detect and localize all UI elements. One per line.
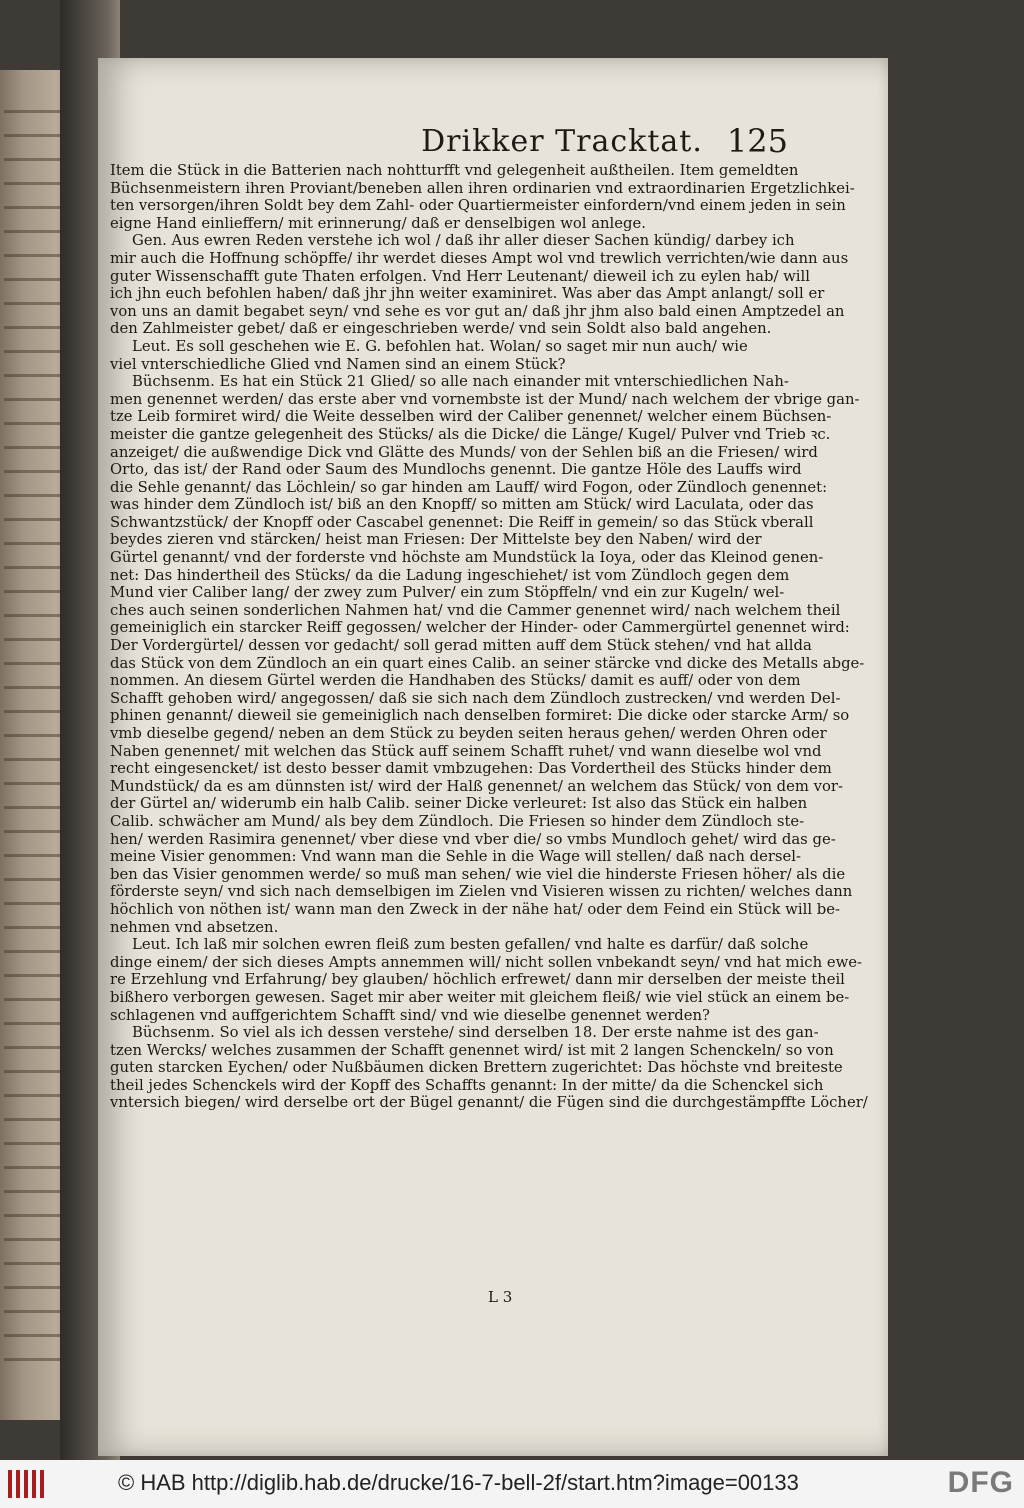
text-line: der Gürtel an/ widerumb ein halb Calib. seiner Dicke verleuret: Ist also das Stück ein halben: [110, 795, 808, 813]
text-line: ben das Visier genommen werde/ so muß man sehen/ wie viel die hinderste Friesen höher/ als die: [110, 865, 846, 883]
copyright-url-text[interactable]: © HAB http://diglib.hab.de/drucke/16-7-bell-2f/start.htm?image=00133: [118, 1470, 799, 1495]
text-line: Item die Stück in die Batterien nach nohtturfft vnd gelegenheit außtheilen. Item gemeldten: [110, 162, 799, 179]
text-line: net: Das hindertheil des Stücks/ da die Ladung ingeschiehet/ ist vom Zündloch gegen dem: [110, 566, 790, 584]
hab-logo-icon: [8, 1470, 46, 1498]
text-line: phinen genannt/ dieweil sie gemeiniglich nach denselben formiret: Die dicke oder starcke Arm/ so: [110, 707, 850, 725]
text-line: Büchsenm. So viel als ich dessen verstehe/ sind derselben 18. Der erste nahme ist des gan-: [132, 1024, 819, 1042]
text-line: Der Vordergürtel/ dessen vor gedacht/ soll gerad mitten auff dem Stück stehen/ vnd hat allda: [110, 637, 812, 655]
text-line: Leut. Es soll geschehen wie E. G. befohlen hat. Wolan/ so saget mir nun auch/ wie: [132, 337, 748, 355]
page-body-text: [110, 162, 868, 1112]
text-line: recht eingesencket/ ist desto besser damit vmbzugehen: Das Vordertheil des Stücks hinder dem: [110, 760, 832, 778]
text-line: hen/ werden Rasimira genennet/ vber diese vnd vber die/ so vmbs Mundloch gehet/ wird das ge-: [110, 830, 836, 848]
text-line: vntersich biegen/ wird derselbe ort der Bügel genannt/ die Fügen sind die durchgestämpffte Löcher/: [110, 1094, 868, 1112]
book-page: [98, 58, 888, 1456]
text-line: meine Visier genommen: Vnd wann man die Sehle in die Wage will stellen/ daß nach dersel-: [110, 848, 801, 866]
text-line: förderste seyn/ vnd sich nach demselbigen im Zielen vnd Visieren wissen zu richten/ welches dann: [110, 883, 853, 901]
text-line: das Stück von dem Zündloch an ein quart eines Calib. an seiner stärcke vnd dicke des Metalls abge-: [110, 654, 865, 672]
viewer-footer: [0, 1460, 1024, 1508]
text-line: guter Wissenschafft gute Thaten erfolgen. Vnd Herr Leutenant/ dieweil ich zu eylen hab/ will: [110, 267, 810, 285]
text-line: tzen Wercks/ welches zusammen der Schafft genennet wird/ ist mit 2 langen Schenckeln/ so von: [110, 1041, 834, 1059]
text-line: mir auch die Hoffnung schöpffe/ ihr werdet dieses Ampt wol vnd trewlich verrichten/wie dann aus: [110, 249, 849, 267]
text-line: ten versorgen/ihren Soldt bey dem Zahl- oder Quartiermeister einfordern/vnd einem jeden in sein: [110, 197, 846, 215]
text-line: vmb dieselbe gegend/ neben an dem Stück zu beyden seiten heraus gehen/ werden Ohren oder: [110, 725, 827, 742]
previous-page-text-lines: [4, 110, 64, 1370]
text-line: Büchsenm. Es hat ein Stück 21 Glied/ so alle nach einander mit vnterschiedlichen Nah-: [132, 373, 789, 391]
text-line: Mundstück/ da es am dünnsten ist/ wird der Halß genennet/ an welchem das Stück/ von dem vor-: [110, 777, 843, 795]
dfg-logo: DFG: [947, 1466, 1014, 1499]
text-line: schlagenen vnd auffgerichtem Schafft sind/ vnd wie dieselbe genennet werden?: [110, 1006, 710, 1024]
text-line: die Sehle genannt/ das Löchlein/ so gar hinden am Lauff/ wird Fogon, oder Zündloch genennet:: [110, 478, 828, 496]
text-line: Gen. Aus ewren Reden verstehe ich wol / daß ihr aller dieser Sachen kündig/ darbey ich: [132, 232, 795, 250]
text-line: gemeiniglich ein starcker Reiff gegossen/ welcher der Hinder- oder Cammergürtel genennet wird:: [110, 619, 850, 637]
page-number: 125: [726, 122, 788, 160]
text-line: nommen. An diesem Gürtel werden die Handhaben des Stücks/ damit es auff/ oder von dem: [110, 672, 801, 690]
text-line: eigne Hand einlieffern/ mit erinnerung/ daß er denselbigen wol anlege.: [110, 214, 646, 232]
text-line: beydes zieren vnd stärcken/ heist man Friesen: Der Mittelste bey den Naben/ wird der: [110, 531, 762, 549]
text-line: bißhero verborgen gewesen. Saget mir aber weiter mit gleichem fleiß/ wie viel stück an einem be-: [110, 988, 850, 1006]
text-line: Mund vier Caliber lang/ der zwey zum Pulver/ ein zum Stöpffeln/ vnd ein zur Kugeln/ wel-: [110, 584, 785, 602]
text-line: Büchsenmeistern ihren Proviant/beneben allen ihren ordinarien vnd extraordinarien Ergetzlichkei-: [110, 179, 855, 197]
text-line: höchlich von nöthen ist/ wann man den Zweck in der nähe hat/ oder dem Feind ein Stück will be-: [110, 900, 840, 918]
text-line: ich jhn euch befohlen haben/ daß jhr jhn weiter examiniret. Was aber das Ampt anlangt/ soll er: [110, 285, 825, 303]
text-line: ches auch seinen sonderlichen Nahmen hat/ vnd die Cammer genennet wird/ nach welchem theil: [110, 601, 841, 619]
text-line: re Erzehlung vnd Erfahrung/ bey glauben/ höchlich erfrewet/ dann mir derselben der meiste theil: [110, 971, 845, 989]
text-line: viel vnterschiedliche Glied vnd Namen sind an einem Stück?: [110, 355, 566, 373]
text-line: men genennet werden/ das erste aber vnd vornembste ist der Mund/ nach welchem der vbrige gan-: [110, 390, 860, 408]
text-line: was hinder dem Zündloch ist/ biß an den Knopff/ so mitten am Stück/ wird Laculata, oder das: [110, 496, 814, 514]
text-line: von uns an damit begabet seyn/ vnd sehe es vor gut an/ daß jhr jhm also bald einen Amptzedel an: [110, 302, 845, 320]
text-line: Calib. schwächer am Mund/ als bey dem Zündloch. Die Friesen so hinder dem Zündloch ste-: [110, 812, 805, 830]
text-line: tze Leib formiret wird/ die Weite desselben wird der Caliber genennet/ welcher einem Büchsen-: [110, 408, 832, 426]
text-line: theil jedes Schenckels wird der Kopff des Schaffts genannt: In der mitte/ da die Schenckel sich: [110, 1076, 824, 1094]
text-line: anzeiget/ die außwendige Dick vnd Glätte des Munds/ von der Sehlen biß an die Friesen/ wird: [110, 443, 818, 461]
text-line: Gürtel genannt/ vnd der forderste vnd höchste am Mundstück la Ioya, oder das Kleinod genen-: [110, 549, 824, 567]
text-line: Schafft gehoben wird/ angegossen/ daß sie sich nach dem Zündloch zustrecken/ vnd werden Del-: [110, 689, 841, 707]
text-line: Orto, das ist/ der Rand oder Saum des Mundlochs genennt. Die gantze Höle des Lauffs wird: [110, 461, 802, 479]
text-line: guten starcken Eychen/ oder Nußbäumen dicken Brettern zugerichtet: Das höchste vnd breiteste: [110, 1059, 843, 1077]
text-line: den Zahlmeister gebet/ daß er eingeschrieben werde/ vnd sein Soldt also bald angehen.: [110, 320, 772, 338]
text-line: Leut. Ich laß mir solchen ewren fleiß zum besten gefallen/ vnd halte es darfür/ daß solche: [132, 936, 809, 954]
text-line: Schwantzstück/ der Knopff oder Cascabel genennet: Die Reiff in gemein/ so das Stück vberall: [110, 513, 814, 531]
running-head: Drikker Tracktat.: [421, 124, 703, 159]
text-line: Naben genennet/ mit welchen das Stück auff seinem Schafft ruhet/ vnd wann dieselbe wol vnd: [110, 742, 822, 760]
signature-mark: L 3: [488, 1288, 513, 1306]
text-line: meister die gantze gelegenheit des Stücks/ als die Dicke/ die Länge/ Kugel/ Pulver vnd Trieb ꝛc.: [110, 425, 831, 443]
text-line: dinge einem/ der sich dieses Ampts annemmen will/ nicht sollen vnbekandt seyn/ vnd hat mich ewe-: [110, 953, 862, 971]
text-line: nehmen vnd absetzen.: [110, 918, 279, 936]
